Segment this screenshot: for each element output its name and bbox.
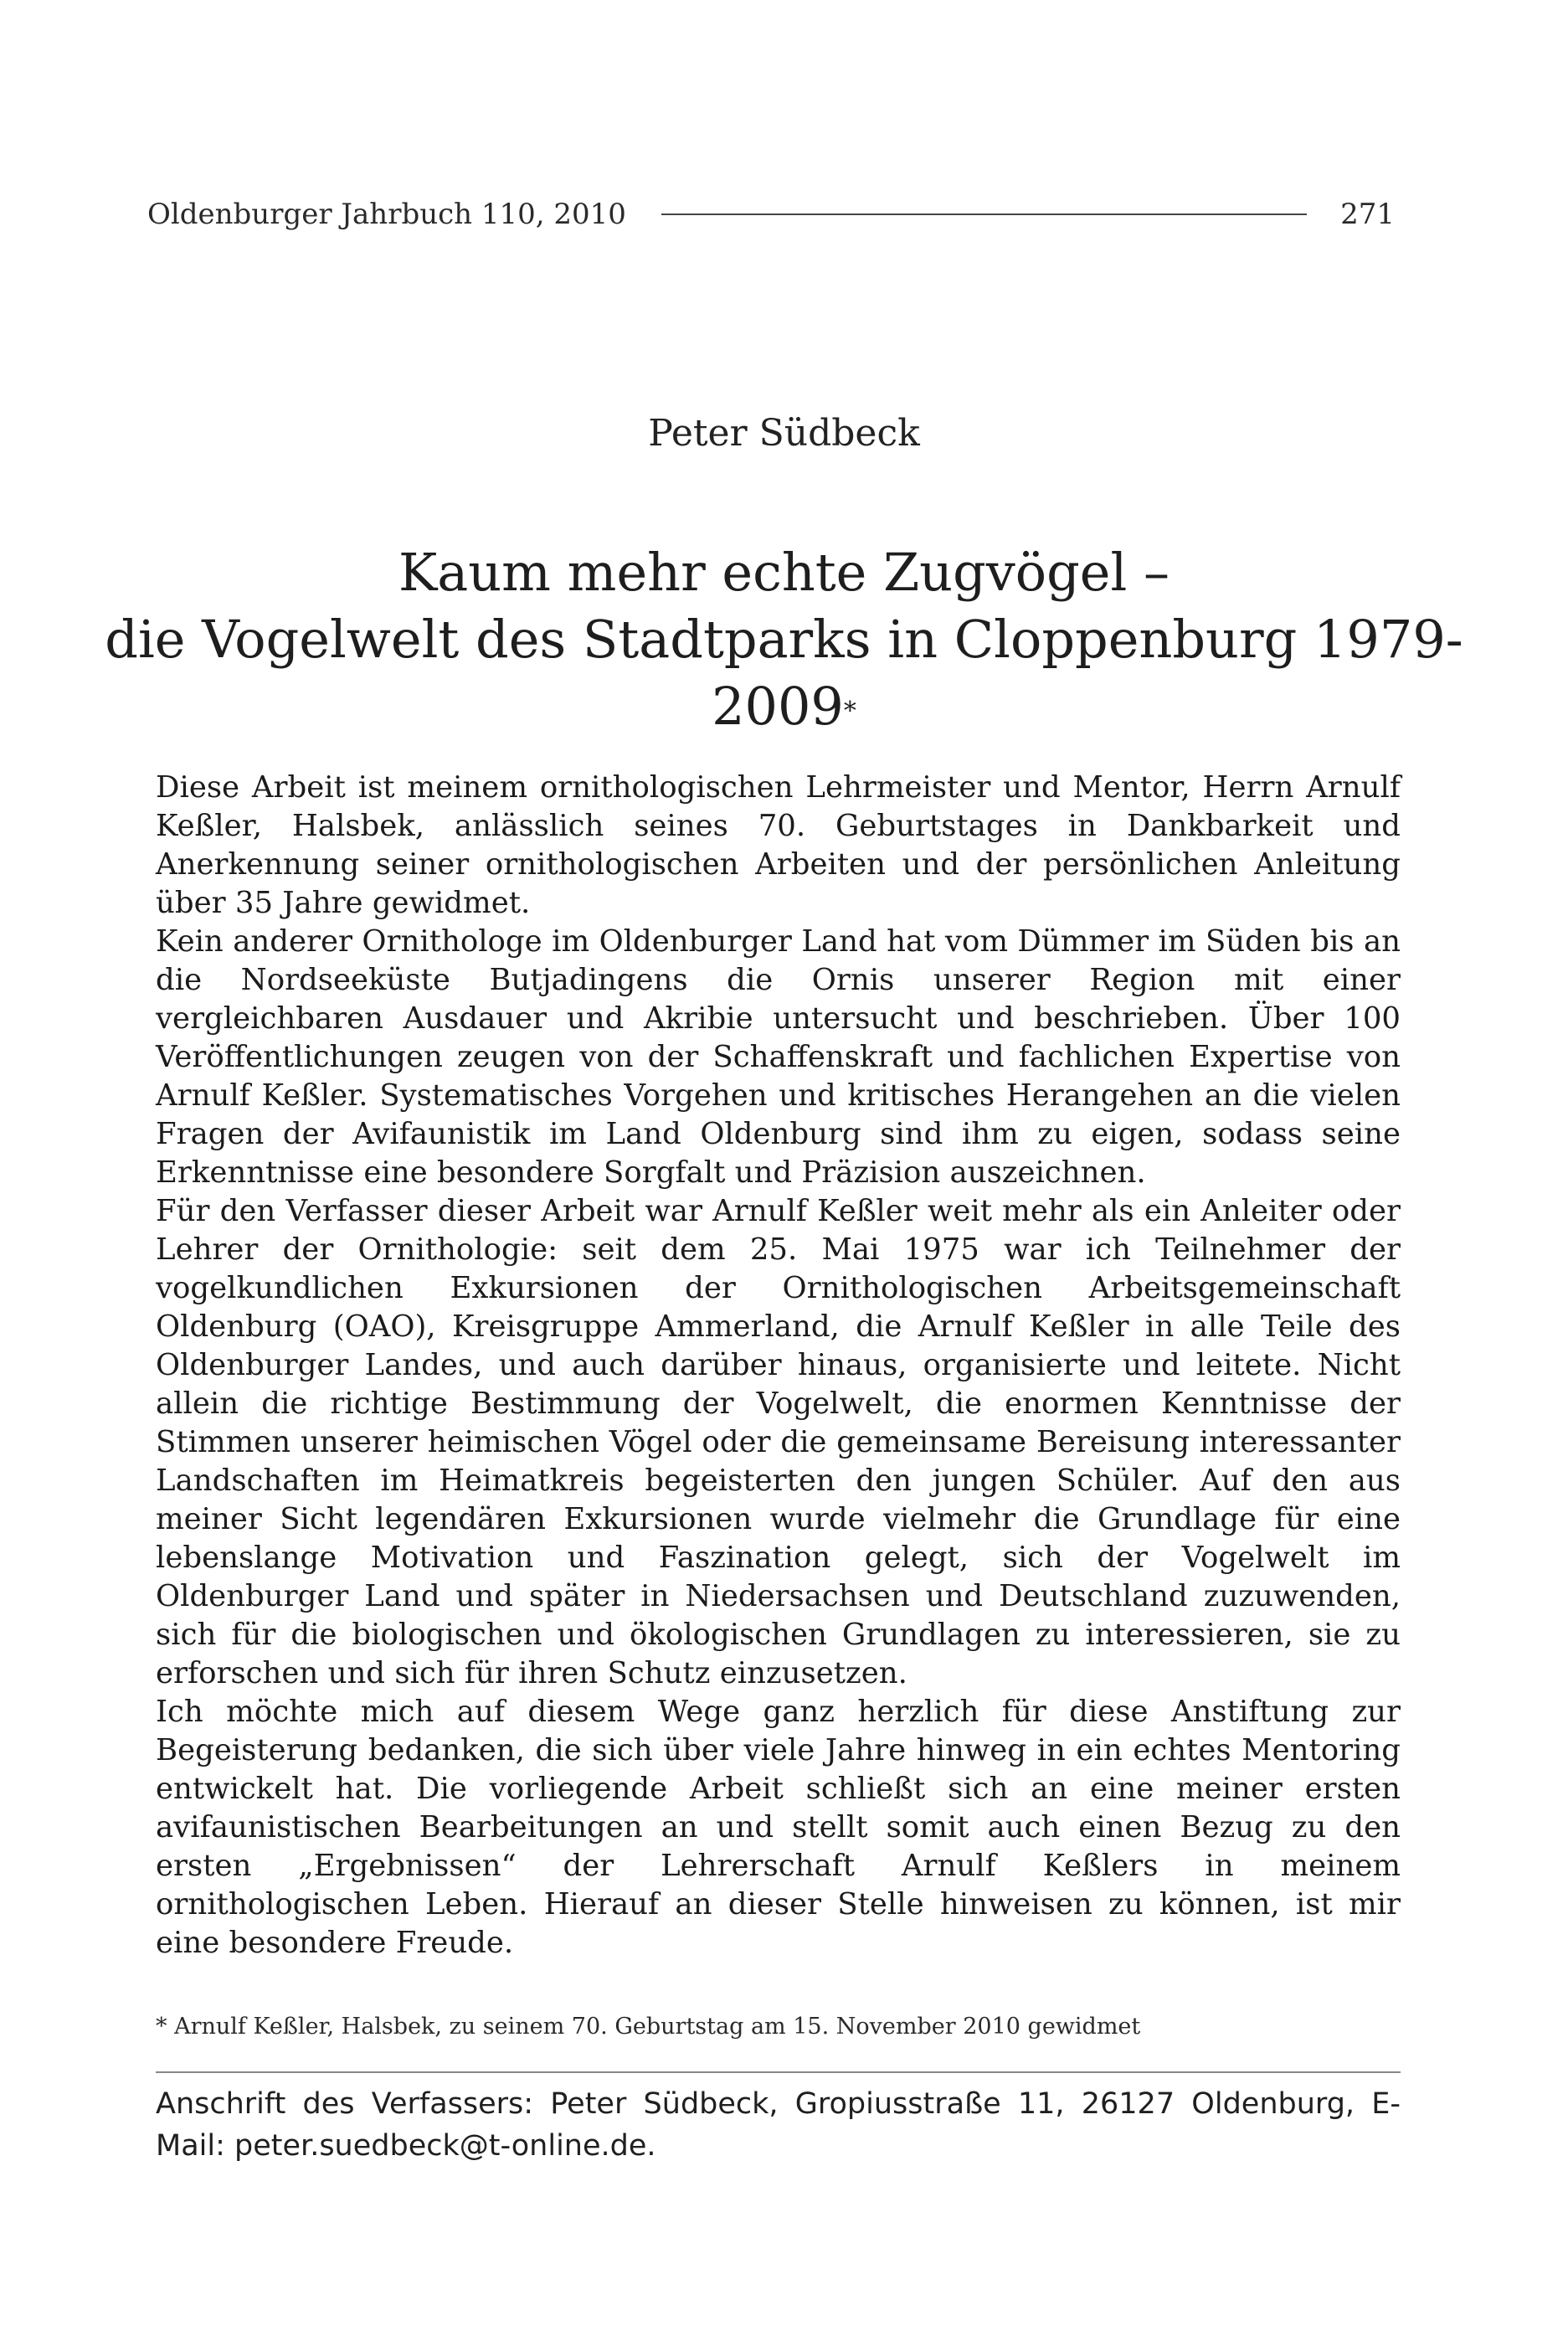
title-line-1: Kaum mehr echte Zugvögel – [398, 542, 1170, 603]
body-paragraph: Diese Arbeit ist meinem ornithologischen Lehrmeister und Mentor, Herrn Arnulf Keßler, Halsbek, anlässlich seines 70. Geburtstages in Dankbarkeit und Anerkennung seiner ornithologischen Arbeiten und der persönlichen Anleitung über 35 Jahre gewidmet. [156, 770, 1401, 920]
title-line-2: die Vogelwelt des Stadtparks in Cloppenburg 1979-2009 [105, 609, 1463, 737]
article-body [156, 769, 1401, 1963]
footnote: * Arnulf Keßler, Halsbek, zu seinem 70. Geburtstag am 15. November 2010 gewidmet [156, 2014, 1141, 2040]
footer-divider [156, 2071, 1401, 2073]
body-paragraph: Kein anderer Ornithologe im Oldenburger Land hat vom Dümmer im Süden bis an die Nordseeküste Butjadingens die Ornis unserer Region mit einer vergleichbaren Ausdauer und Akribie untersucht und beschrieben. Über 100 Veröffentlichungen zeugen von der Schaffenskraft und fachlichen Expertise von Arnulf Keßler. Systematisches Vorgehen und kritisches Herangehen an die vielen Fragen der Avifaunistik im Land Oldenburg sind ihm zu eigen, sodass seine Erkenntnisse eine besondere Sorgfalt und Präzision auszeichnen. [156, 924, 1401, 1190]
page-number: 271 [1340, 198, 1395, 231]
running-header [147, 189, 1395, 239]
body-paragraph: Ich möchte mich auf diesem Wege ganz herzlich für diese Anstiftung zur Begeisterung bedanken, die sich über viele Jahre hinweg in ein echtes Mentoring entwickelt hat. Die vorliegende Arbeit schließt sich an eine meiner ersten avifaunistischen Bearbeitungen an und stellt somit auch einen Bezug zu den ersten „Ergebnissen“ der Lehrerschaft Arnulf Keßlers in meinem ornithologischen Leben. Hierauf an dieser Stelle hinweisen zu können, ist mir eine besondere Freude. [156, 1695, 1401, 1960]
body-paragraph: Für den Verfasser dieser Arbeit war Arnulf Keßler weit mehr als ein Anleiter oder Lehrer der Ornithologie: seit dem 25. Mai 1975 war ich Teilnehmer der vogelkundlichen Exkursionen der Ornithologischen Arbeitsgemeinschaft Oldenburg (OAO), Kreisgruppe Ammerland, die Arnulf Keßler in alle Teile des Oldenburger Landes, und auch darüber hinaus, organisierte und leitete. Nicht allein die richtige Bestimmung der Vogelwelt, die enormen Kenntnisse der Stimmen unserer heimischen Vögel oder die gemeinsame Bereisung interessanter Landschaften im Heimatkreis begeisterten den jungen Schüler. Auf den aus meiner Sicht legendären Exkursionen wurde vielmehr die Grundlage für eine lebenslange Motivation und Faszination gelegt, sich der Vogelwelt im Oldenburger Land und später in Niedersachsen und Deutschland zuzuwenden, sich für die biologischen und ökologischen Grundlagen zu interessieren, sie zu erforschen und sich für ihren Schutz einzusetzen. [156, 1194, 1401, 1690]
title-footnote-marker: * [843, 697, 856, 726]
article-title [67, 539, 1501, 740]
author-name: Peter Südbeck [648, 412, 920, 455]
header-rule [661, 214, 1307, 215]
author-address: Anschrift des Verfassers: Peter Südbeck, Gropiusstraße 11, 26127 Oldenburg, E-Mail: peter.suedbeck@t-online.de. [156, 2087, 1401, 2163]
journal-title: Oldenburger Jahrbuch 110, 2010 [147, 198, 626, 231]
